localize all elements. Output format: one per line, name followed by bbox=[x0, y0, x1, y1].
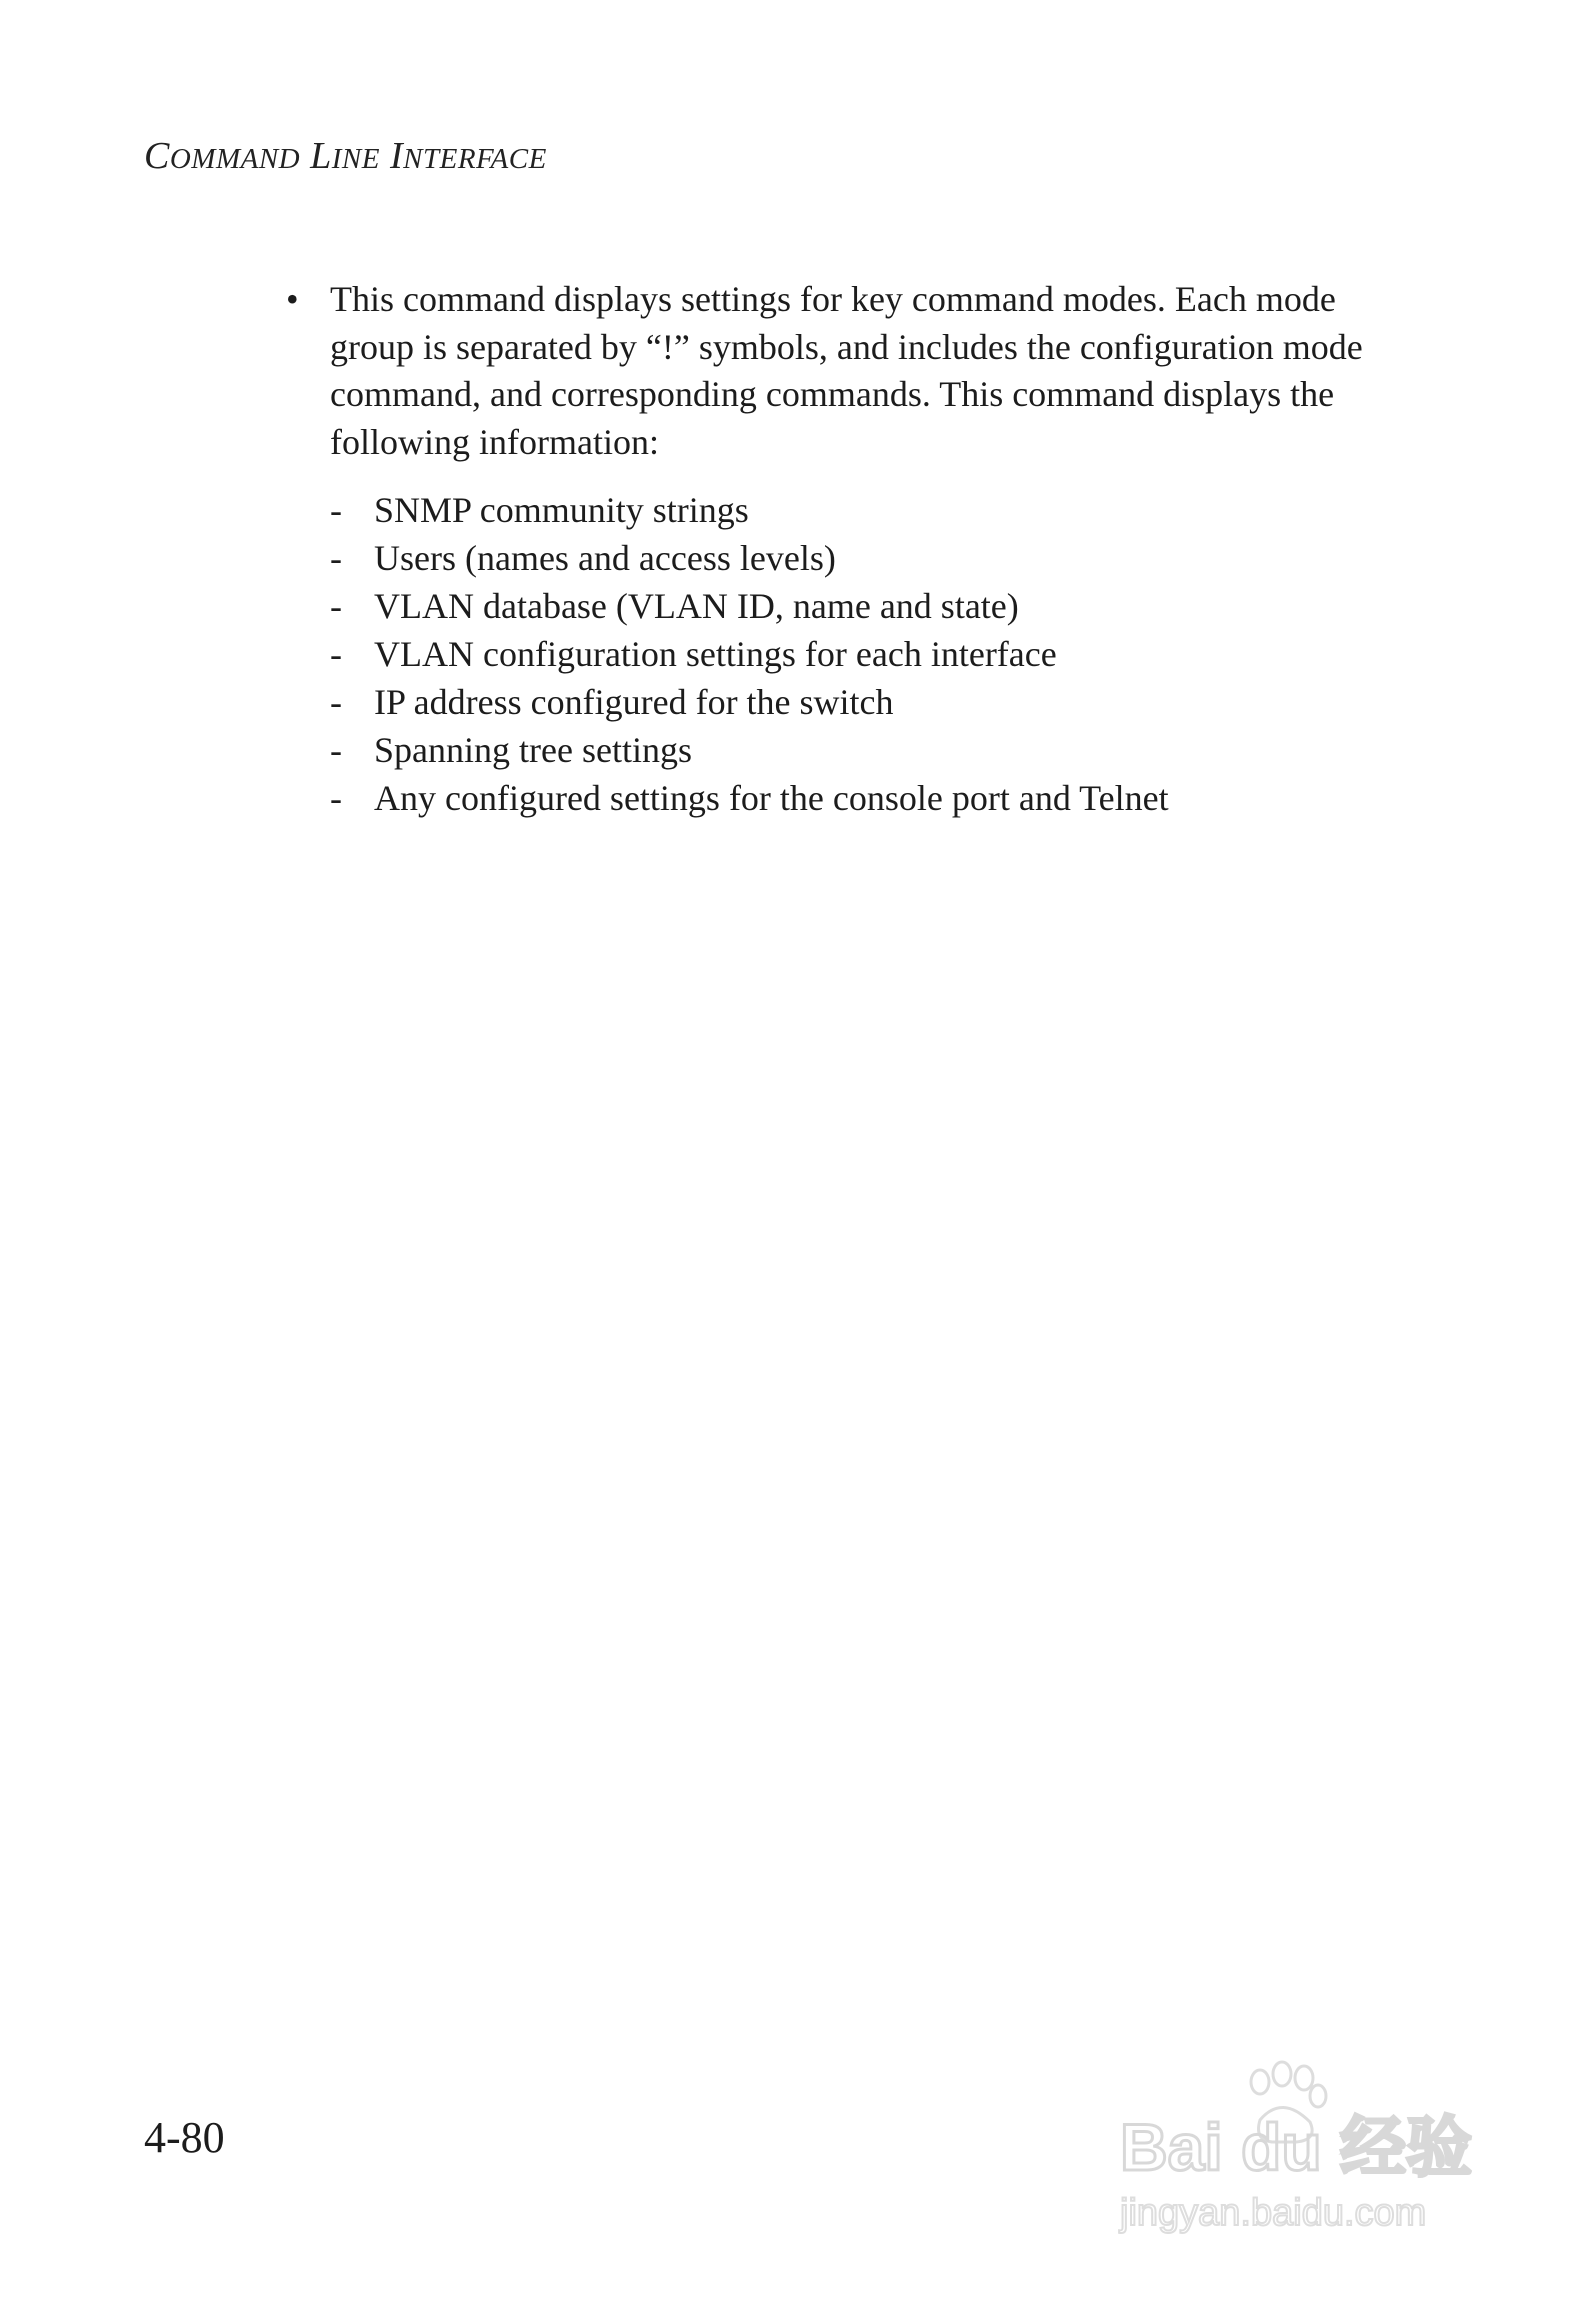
dash-icon: - bbox=[330, 538, 342, 578]
list-item bbox=[330, 774, 1414, 822]
list-item bbox=[330, 486, 1414, 534]
list-item bbox=[330, 630, 1414, 678]
list-item-text: Any configured settings for the console port and Telnet bbox=[374, 778, 1169, 818]
header-word-line: LINE bbox=[310, 135, 380, 177]
bullet-item bbox=[284, 276, 1414, 466]
running-header bbox=[144, 134, 547, 178]
list-item-text: Spanning tree settings bbox=[374, 730, 692, 770]
info-list bbox=[330, 486, 1414, 822]
list-item bbox=[330, 726, 1414, 774]
list-item-text: VLAN database (VLAN ID, name and state) bbox=[374, 586, 1019, 626]
header-word-interface: INTERFACE bbox=[389, 135, 547, 177]
dash-icon: - bbox=[330, 490, 342, 530]
dash-icon: - bbox=[330, 730, 342, 770]
dash-icon: - bbox=[330, 586, 342, 626]
header-word-command: COMMAND bbox=[144, 135, 301, 177]
dash-icon: - bbox=[330, 682, 342, 722]
dash-icon: - bbox=[330, 634, 342, 674]
baidu-watermark bbox=[1110, 2060, 1490, 2240]
svg-text:jingyan.baidu.com: jingyan.baidu.com bbox=[1120, 2192, 1427, 2234]
svg-text:Bai du 经验: Bai du 经验 bbox=[1120, 2110, 1473, 2184]
bullet-text: This command displays settings for key command modes. Each mode group is separated by “!” symbols, and includes the configuration mode command, and corresponding commands. This command displays the following information: bbox=[330, 279, 1363, 462]
list-item bbox=[330, 582, 1414, 630]
main-content bbox=[284, 276, 1414, 822]
list-item bbox=[330, 678, 1414, 726]
list-item-text: IP address configured for the switch bbox=[374, 682, 894, 722]
list-item bbox=[330, 534, 1414, 582]
baidu-paw-logo-icon bbox=[1110, 2060, 1490, 2240]
dash-icon: - bbox=[330, 778, 342, 818]
list-item-text: Users (names and access levels) bbox=[374, 538, 836, 578]
list-item-text: VLAN configuration settings for each interface bbox=[374, 634, 1057, 674]
list-item-text: SNMP community strings bbox=[374, 490, 749, 530]
bullet-icon: • bbox=[286, 279, 299, 319]
page-number: 4-80 bbox=[144, 2113, 225, 2162]
